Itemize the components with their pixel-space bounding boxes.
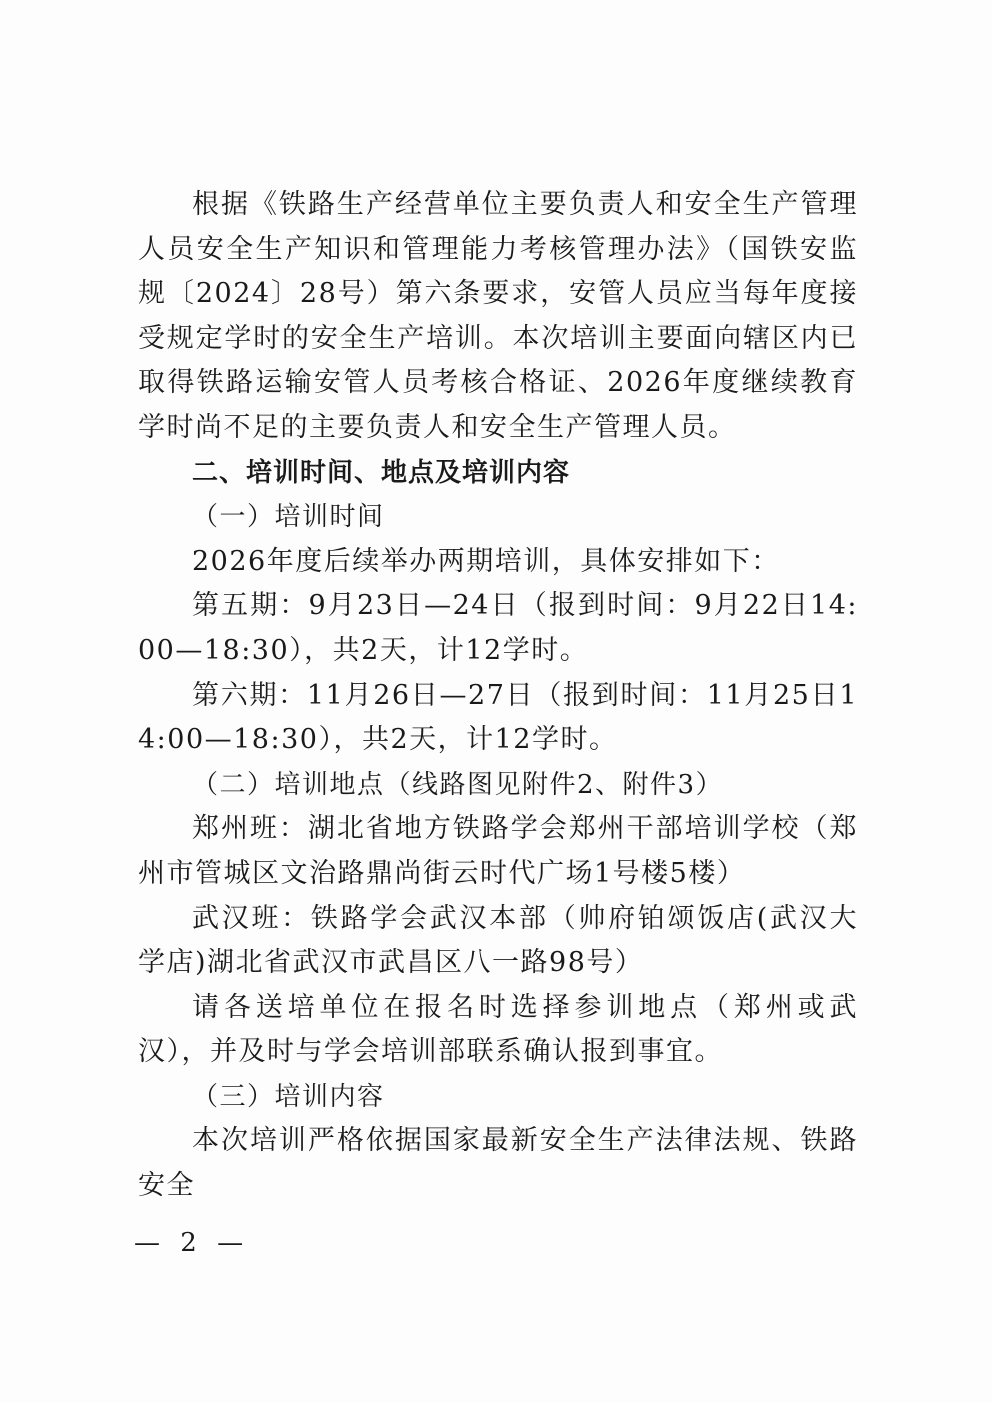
section-heading-training-time-location: 二、培训时间、地点及培训内容 [192, 457, 571, 488]
paragraph-training-content: 本次培训严格依据国家最新安全生产法律法规、铁路安全 [138, 1125, 858, 1202]
paragraph-zhengzhou-class: 郑州班：湖北省地方铁路学会郑州干部培训学校（郑州市管城区文治路鼎尚街云时代广场1号楼5楼） [138, 813, 858, 889]
subheading-training-content: （三）培训内容 [192, 1081, 385, 1112]
paragraph-basis: 根据《铁路生产经营单位主要负责人和安全生产管理人员安全生产知识和管理能力考核管理办法》（国铁安监规〔2024〕28号）第六条要求，安管人员应当每年度接受规定学时的安全生产培训。本次培训主要面向辖区内已取得铁路运输安管人员考核合格证、2026年度继续教育学时尚不足的主要负责人和安全生产管理人员。 [138, 189, 858, 443]
document-body [138, 183, 858, 1209]
paragraph-session-five: 第五期：9月23日—24日（报到时间：9月22日14:00—18:30），共2天，计12学时。 [138, 590, 858, 666]
paragraph-wuhan-class: 武汉班：铁路学会武汉本部（帅府铂颂饭店(武汉大学店)湖北省武汉市武昌区八一路98号） [138, 902, 858, 979]
paragraph-session-six: 第六期：11月26日—27日（报到时间：11月25日14:00—18:30），共2天，计12学时。 [138, 679, 858, 756]
subheading-training-time: （一）培训时间 [192, 502, 385, 533]
page-number: — 2 — [134, 1228, 250, 1258]
paragraph-location-selection: 请各送培单位在报名时选择参训地点（郑州或武汉），并及时与学会培训部联系确认报到事宜。 [138, 991, 858, 1068]
subheading-training-location: （二）培训地点（线路图见附件2、附件3） [192, 769, 724, 800]
paragraph-schedule-intro: 2026年度后续举办两期培训，具体安排如下： [192, 545, 780, 577]
